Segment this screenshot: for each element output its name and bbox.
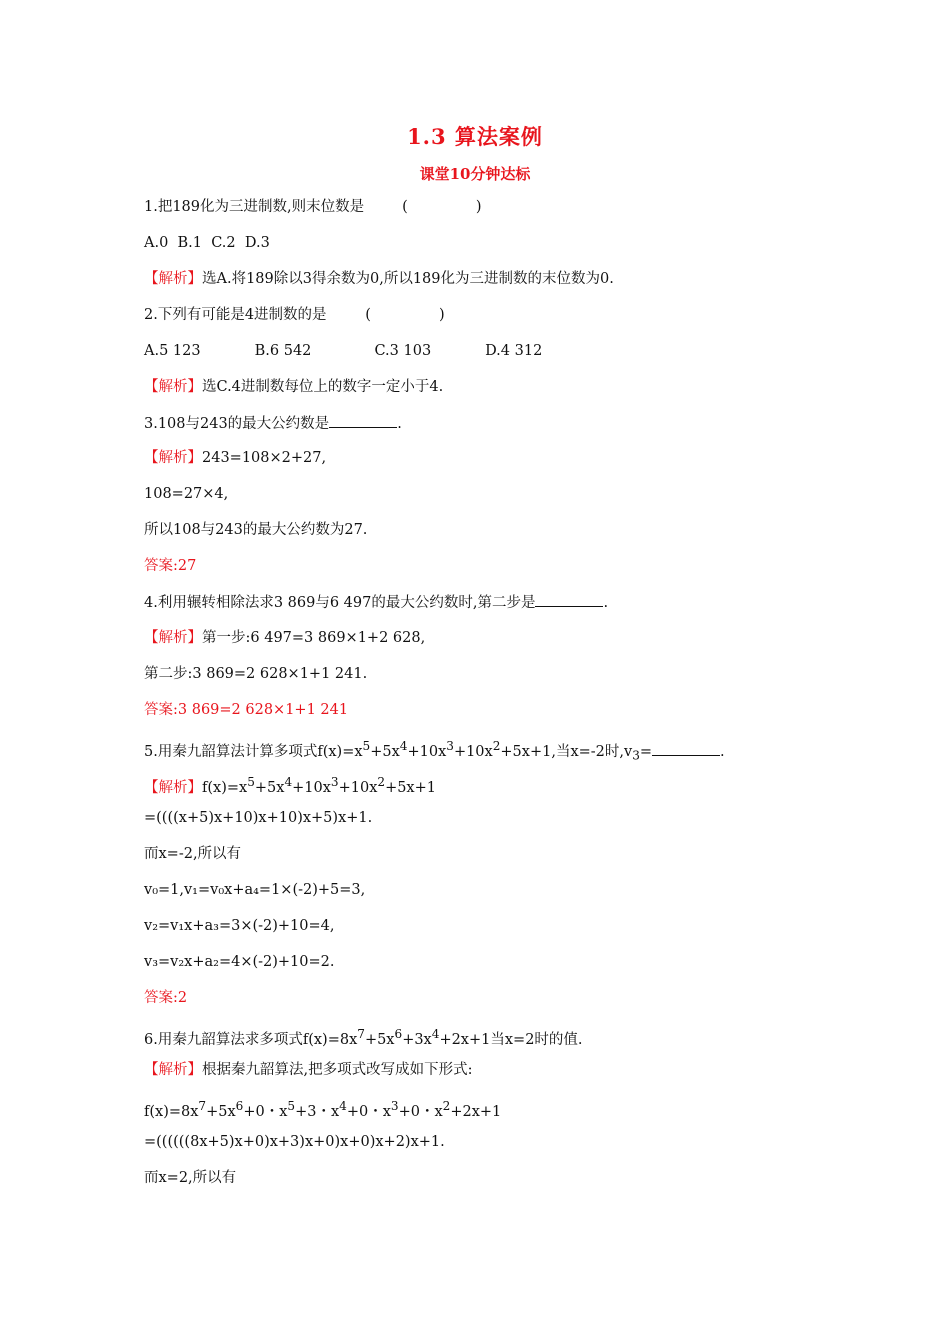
- exponent: 3: [446, 739, 454, 753]
- q3-question: [144, 413, 402, 434]
- q3-answer: [144, 556, 196, 576]
- exponent: 2: [377, 775, 386, 789]
- q3-line2: 108=27×4,: [144, 486, 229, 502]
- exponent: 4: [339, 1099, 347, 1113]
- q3-analysis: [144, 448, 326, 468]
- q6-text-a: 6.用秦九韶算法求多项式f(x)=8x: [144, 1031, 358, 1048]
- exponent: 7: [357, 1027, 365, 1041]
- q3-answer-value: 27: [177, 558, 197, 574]
- q5-line6: v₃=v₂x+a₂=4×(-2)+10=2.: [144, 954, 335, 970]
- answer-label: 答案:: [144, 702, 178, 718]
- q5-text-a: 5.用秦九韶算法计算多项式f(x)=x: [144, 743, 363, 760]
- q6-text-d: +2x+1当x=2时的值.: [439, 1031, 583, 1048]
- q5-line5: v₂=v₁x+a₃=3×(-2)+10=4,: [144, 918, 335, 934]
- answer-blank: [535, 592, 603, 607]
- q5-analysis-d: +10x: [338, 779, 378, 796]
- q5-text-d: +10x: [453, 743, 493, 760]
- exponent: 2: [442, 1099, 451, 1113]
- exponent: 4: [431, 1027, 440, 1041]
- q5-analysis-b: +5x: [254, 779, 285, 796]
- q4-question-text: 4.利用辗转相除法求3 869与6 497的最大公约数时,第二步是: [144, 595, 536, 611]
- q6-line2-c: +0・x: [243, 1103, 288, 1120]
- exponent: 4: [399, 739, 408, 753]
- q5-analysis-c: +10x: [292, 779, 331, 796]
- exponent: 3: [390, 1099, 399, 1113]
- exponent: 5: [287, 1099, 296, 1113]
- q6-line2-e: +0・x: [346, 1103, 391, 1120]
- q4-analysis: [144, 628, 425, 648]
- q1-analysis-text: 选A.将189除以3得余数为0,所以189化为三进制数的末位数为0.: [202, 271, 614, 287]
- q3-line3: 所以108与243的最大公约数为27.: [144, 522, 368, 538]
- q6-line3: =((((((8x+5)x+0)x+3)x+0)x+0)x+2)x+1.: [144, 1134, 445, 1150]
- q5-line4: v₀=1,v₁=v₀x+a₄=1×(-2)+5=3,: [144, 882, 366, 898]
- q5-text-g: .: [720, 743, 725, 760]
- q6-line2-a: f(x)=8x: [144, 1103, 199, 1120]
- answer-label: 答案:: [144, 558, 178, 574]
- q1-question: 1.把189化为三进制数,则末位数是 ( ): [144, 199, 482, 215]
- q2-analysis-text: 选C.4进制数每位上的数字一定小于4.: [202, 379, 444, 395]
- q3-question-end: .: [397, 416, 402, 432]
- q1-analysis: [144, 269, 614, 289]
- q4-question: [144, 592, 608, 613]
- q6-analysis: [144, 1060, 473, 1080]
- exponent: 5: [362, 739, 371, 753]
- page-subtitle: 课堂10分钟达标: [419, 165, 531, 183]
- q6-line4: 而x=2,所以有: [144, 1170, 237, 1186]
- answer-blank: [652, 741, 720, 756]
- analysis-tag: 【解析】: [144, 450, 202, 466]
- exponent: 6: [394, 1027, 403, 1041]
- q6-line2-g: +2x+1: [450, 1103, 502, 1120]
- q6-question: [144, 1024, 583, 1050]
- q4-line2: 第二步:3 869=2 628×1+1 241.: [144, 666, 368, 682]
- q6-line2: [144, 1096, 501, 1122]
- q6-analysis-text: 根据秦九韶算法,把多项式改写成如下形式:: [202, 1062, 473, 1078]
- answer-label: 答案:: [144, 990, 178, 1006]
- q1-options: A.0 B.1 C.2 D.3: [144, 235, 270, 251]
- q3-analysis-text: 243=108×2+27,: [202, 450, 327, 466]
- analysis-tag: 【解析】: [144, 779, 202, 796]
- analysis-tag: 【解析】: [144, 1062, 202, 1078]
- q4-answer-value: 3 869=2 628×1+1 241: [177, 702, 349, 718]
- q4-analysis-text: 第一步:6 497=3 869×1+2 628,: [202, 630, 426, 646]
- analysis-tag: 【解析】: [144, 379, 202, 395]
- q5-answer-value: 2: [177, 990, 188, 1006]
- q5-text-f: =: [639, 743, 653, 760]
- q5-question: [144, 736, 725, 766]
- q5-analysis: [144, 772, 436, 798]
- q4-answer: [144, 700, 348, 720]
- q2-question: 2.下列有可能是4进制数的是 ( ): [144, 307, 445, 323]
- subscript: 3: [632, 748, 640, 763]
- q5-text-c: +10x: [407, 743, 447, 760]
- q6-line2-d: +3・x: [295, 1103, 340, 1120]
- q4-question-end: .: [603, 595, 609, 611]
- exponent: 7: [198, 1099, 207, 1113]
- analysis-tag: 【解析】: [144, 630, 202, 646]
- q6-text-c: +3x: [402, 1031, 432, 1048]
- page-title: 1.3 算法案例: [407, 124, 543, 149]
- q6-line2-f: +0・x: [398, 1103, 443, 1120]
- q5-analysis-a: f(x)=x: [202, 779, 248, 796]
- exponent: 4: [284, 775, 293, 789]
- q6-line2-b: +5x: [206, 1103, 236, 1120]
- exponent: 3: [330, 775, 339, 789]
- q2-options: A.5 123 B.6 542 C.3 103 D.4 312: [144, 343, 543, 359]
- exponent: 2: [492, 739, 501, 753]
- analysis-tag: 【解析】: [144, 271, 202, 287]
- q5-analysis-e: +5x+1: [385, 779, 436, 796]
- answer-blank: [329, 413, 397, 428]
- exponent: 6: [235, 1099, 244, 1113]
- q5-text-b: +5x: [370, 743, 400, 760]
- q6-text-b: +5x: [364, 1031, 395, 1048]
- q5-text-e: +5x+1,当x=-2时,v: [500, 743, 633, 760]
- q5-answer: [144, 988, 187, 1008]
- q3-question-text: 3.108与243的最大公约数是: [144, 416, 330, 432]
- q2-analysis: [144, 377, 443, 397]
- exponent: 5: [247, 775, 255, 789]
- q5-line3: 而x=-2,所以有: [144, 846, 242, 862]
- q5-line2: =((((x+5)x+10)x+10)x+5)x+1.: [144, 810, 373, 826]
